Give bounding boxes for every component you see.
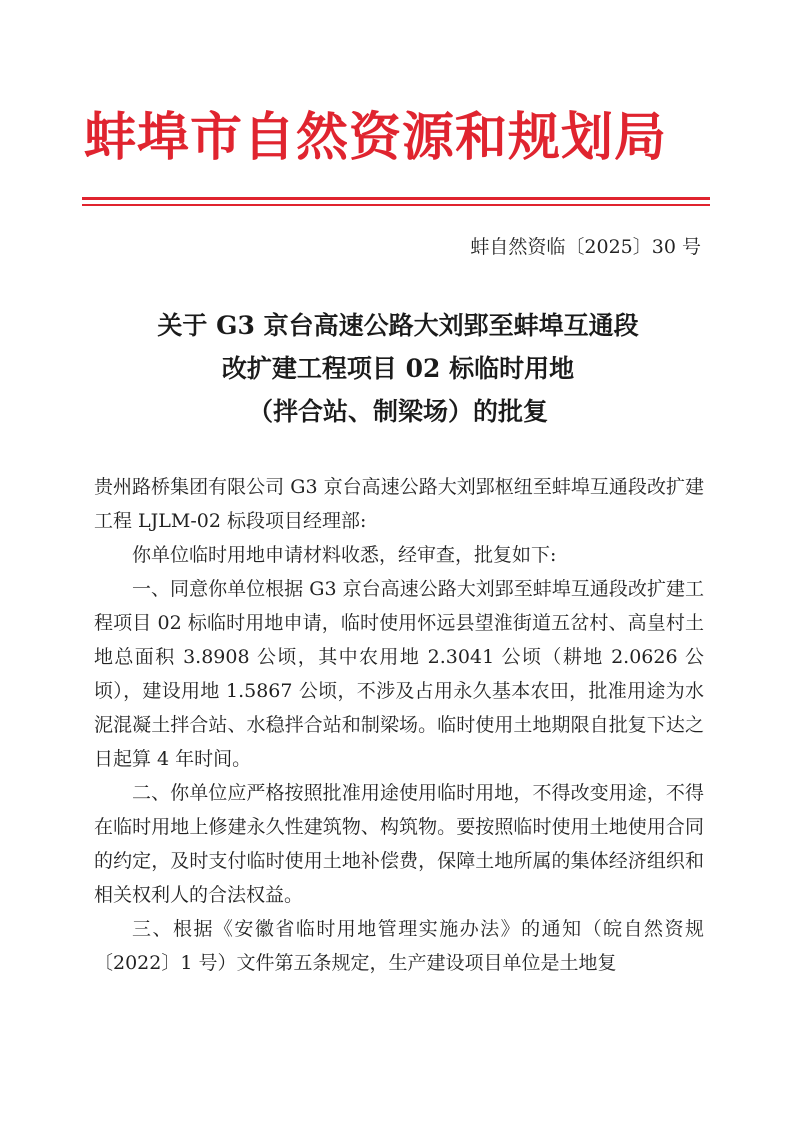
letterhead-divider-thin — [82, 204, 710, 206]
item-1-paragraph: 一、同意你单位根据 G3 京台高速公路大刘郢至蚌埠互通段改扩建工程项目 02 标临时用地申请，临时使用怀远县望淮街道五岔村、高皇村土地总面积 3.8908 公顷，其中农用地 2.3041 公顷（耕地 2.0626 公顷），建设用地 1.5867 公顷，不涉及占用永久基本农田，批准用途为水泥混凝土拌合站、水稳拌合站和制梁场。临时使用土地期限自批复下达之日起算 4 年时间。 — [94, 578, 704, 770]
title-line-2: 改扩建工程项目 02 标临时用地 — [221, 354, 575, 383]
title-line-3: （拌合站、制梁场）的批复 — [247, 397, 548, 426]
title-line-1: 关于 G3 京台高速公路大刘郢至蚌埠互通段 — [157, 311, 639, 340]
document-title — [80, 304, 716, 433]
letterhead-divider-thick — [82, 197, 710, 200]
document-body — [94, 470, 704, 980]
item-2-paragraph: 二、你单位应严格按照批准用途使用临时用地，不得改变用途，不得在临时用地上修建永久性建筑物、构筑物。要按照临时使用土地使用合同的约定，及时支付临时使用土地补偿费，保障土地所属的集体经济组织和相关权利人的合法权益。 — [94, 782, 704, 906]
addressee-paragraph: 贵州路桥集团有限公司 G3 京台高速公路大刘郢枢纽至蚌埠互通段改扩建工程 LJLM-02 标段项目经理部: — [94, 476, 704, 532]
item-3-paragraph: 三、根据《安徽省临时用地管理实施办法》的通知（皖自然资规〔2022〕1 号）文件第五条规定，生产建设项目单位是土地复 — [94, 918, 704, 974]
intro-paragraph: 你单位临时用地申请材料收悉，经审查，批复如下: — [132, 544, 557, 566]
document-number: 蚌自然资临〔2025〕30 号 — [470, 236, 701, 258]
agency-letterhead: 蚌埠市自然资源和规划局 — [84, 108, 668, 168]
